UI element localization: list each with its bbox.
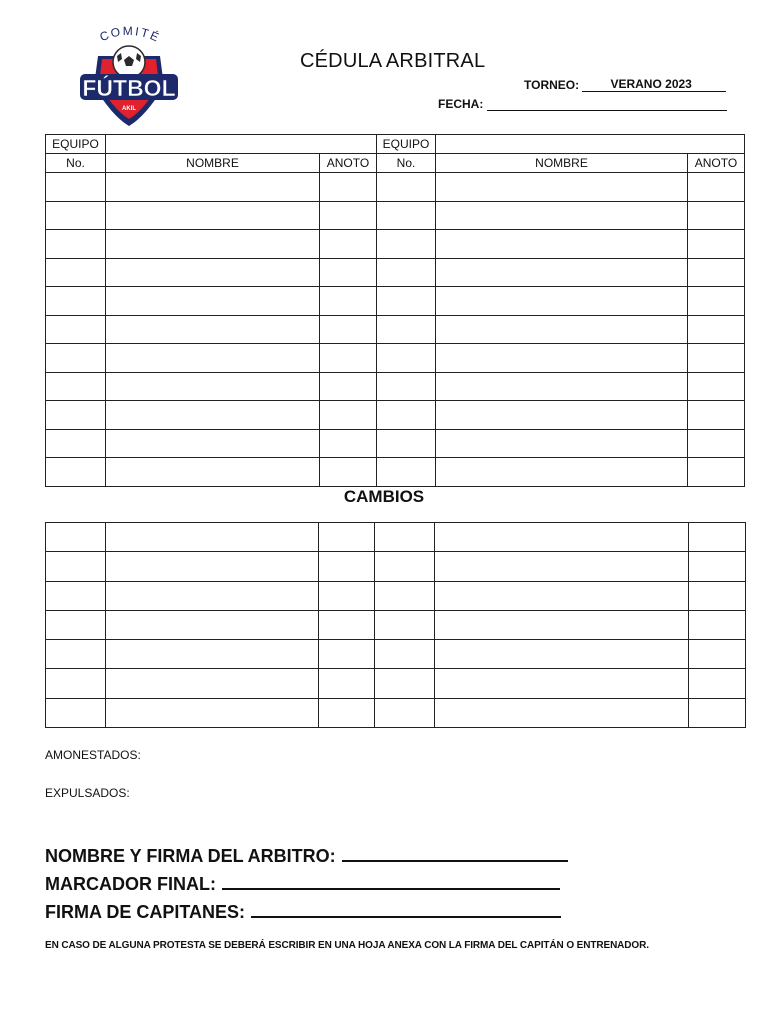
table-cell[interactable]	[106, 581, 319, 610]
table-cell[interactable]	[46, 287, 106, 316]
capitanes-label: FIRMA DE CAPITANES:	[45, 902, 245, 922]
table-cell[interactable]	[377, 372, 436, 401]
svg-text:COMITÉ: COMITÉ	[97, 26, 163, 46]
table-cell[interactable]	[375, 698, 435, 727]
table-row	[46, 669, 746, 698]
table-cell[interactable]	[435, 669, 689, 698]
table-cell[interactable]	[688, 372, 745, 401]
table-row	[46, 230, 745, 259]
torneo-label: TORNEO:	[524, 78, 580, 92]
roster-table	[45, 134, 745, 487]
marcador-field	[45, 870, 560, 895]
table-cell[interactable]	[46, 669, 106, 698]
table-row	[46, 429, 745, 458]
torneo-value: VERANO 2023	[610, 77, 692, 91]
table-cell[interactable]	[436, 230, 688, 259]
roster-body	[46, 173, 745, 487]
table-cell[interactable]	[377, 173, 436, 202]
table-cell[interactable]	[375, 581, 435, 610]
table-cell[interactable]	[375, 669, 435, 698]
table-cell[interactable]	[320, 344, 377, 373]
shield-ball-logo-icon	[76, 26, 182, 130]
table-cell[interactable]	[106, 640, 319, 669]
fecha-line[interactable]	[487, 97, 727, 111]
table-row	[46, 372, 745, 401]
table-cell[interactable]	[688, 287, 745, 316]
table-cell[interactable]	[46, 458, 106, 487]
table-cell[interactable]	[106, 201, 320, 230]
table-cell[interactable]	[46, 344, 106, 373]
table-cell[interactable]	[377, 429, 436, 458]
table-cell[interactable]	[689, 669, 746, 698]
table-row	[46, 344, 745, 373]
table-cell[interactable]	[106, 230, 320, 259]
table-cell[interactable]	[320, 372, 377, 401]
table-row	[46, 610, 746, 639]
table-row	[46, 698, 746, 727]
table-row	[46, 258, 745, 287]
table-cell[interactable]	[375, 552, 435, 581]
torneo-line[interactable]	[582, 78, 726, 92]
table-cell[interactable]	[319, 640, 375, 669]
table-row	[46, 287, 745, 316]
capitanes-line[interactable]	[251, 898, 561, 918]
cambios-body	[46, 523, 746, 728]
table-cell[interactable]	[688, 429, 745, 458]
col-nombre-a: NOMBRE	[106, 154, 320, 173]
table-cell[interactable]	[106, 458, 320, 487]
table-cell[interactable]	[46, 523, 106, 552]
table-cell[interactable]	[46, 258, 106, 287]
table-cell[interactable]	[46, 610, 106, 639]
table-cell[interactable]	[435, 581, 689, 610]
table-cell[interactable]	[319, 698, 375, 727]
table-cell[interactable]	[320, 258, 377, 287]
table-cell[interactable]	[106, 372, 320, 401]
team-a-label: EQUIPO	[46, 135, 106, 154]
table-cell[interactable]	[319, 581, 375, 610]
fecha-field	[438, 97, 727, 111]
table-cell[interactable]	[320, 230, 377, 259]
col-anoto-a: ANOTO	[320, 154, 377, 173]
table-cell[interactable]	[106, 429, 320, 458]
table-cell[interactable]	[436, 401, 688, 430]
table-cell[interactable]	[375, 523, 435, 552]
table-cell[interactable]	[436, 258, 688, 287]
table-cell[interactable]	[46, 552, 106, 581]
column-header-row	[46, 154, 745, 173]
table-cell[interactable]	[106, 287, 320, 316]
table-cell[interactable]	[688, 201, 745, 230]
table-cell[interactable]	[319, 669, 375, 698]
table-cell[interactable]	[106, 401, 320, 430]
cambios-title: CAMBIOS	[343, 487, 425, 506]
col-anoto-b: ANOTO	[688, 154, 745, 173]
table-cell[interactable]	[377, 344, 436, 373]
arbitro-line[interactable]	[342, 842, 568, 862]
table-cell[interactable]	[689, 552, 746, 581]
table-cell[interactable]	[106, 258, 320, 287]
table-cell[interactable]	[46, 581, 106, 610]
table-cell[interactable]	[435, 552, 689, 581]
table-cell[interactable]	[688, 458, 745, 487]
table-row	[46, 315, 745, 344]
table-cell[interactable]	[435, 610, 689, 639]
document-title: CÉDULA ARBITRAL	[300, 50, 486, 72]
table-row	[46, 401, 745, 430]
table-cell[interactable]	[46, 429, 106, 458]
table-cell[interactable]	[689, 581, 746, 610]
table-cell[interactable]	[320, 173, 377, 202]
table-cell[interactable]	[106, 173, 320, 202]
svg-text:AKIL: AKIL	[122, 106, 136, 112]
comite-futbol-logo	[76, 26, 182, 130]
table-cell[interactable]	[436, 344, 688, 373]
amonestados-label: AMONESTADOS:	[45, 748, 141, 762]
protest-footnote: EN CASO DE ALGUNA PROTESTA SE DEBERÁ ESCRIBIR EN UNA HOJA ANEXA CON LA FIRMA DEL CAPITÁN O ENTRENADOR.	[45, 940, 649, 951]
table-cell[interactable]	[319, 610, 375, 639]
table-cell[interactable]	[436, 173, 688, 202]
table-cell[interactable]	[106, 552, 319, 581]
table-cell[interactable]	[377, 315, 436, 344]
table-cell[interactable]	[436, 315, 688, 344]
table-cell[interactable]	[436, 429, 688, 458]
table-cell[interactable]	[319, 552, 375, 581]
table-cell[interactable]	[435, 640, 689, 669]
marcador-line[interactable]	[222, 870, 560, 890]
table-row	[46, 581, 746, 610]
table-cell[interactable]	[320, 429, 377, 458]
table-row	[46, 173, 745, 202]
table-cell[interactable]	[106, 698, 319, 727]
table-cell[interactable]	[689, 640, 746, 669]
capitanes-signature-field	[45, 898, 561, 923]
marcador-label: MARCADOR FINAL:	[45, 874, 216, 894]
table-cell[interactable]	[377, 230, 436, 259]
fecha-label: FECHA:	[438, 97, 484, 111]
table-cell[interactable]	[319, 523, 375, 552]
table-cell[interactable]	[689, 698, 746, 727]
table-cell[interactable]	[375, 640, 435, 669]
table-row	[46, 552, 746, 581]
table-cell[interactable]	[106, 344, 320, 373]
arbitro-signature-field	[45, 842, 568, 867]
table-cell[interactable]	[377, 401, 436, 430]
expulsados-label: EXPULSADOS:	[45, 786, 130, 800]
table-cell[interactable]	[46, 372, 106, 401]
table-cell[interactable]	[377, 458, 436, 487]
table-cell[interactable]	[46, 230, 106, 259]
table-cell[interactable]	[106, 523, 319, 552]
arbitro-label: NOMBRE Y FIRMA DEL ARBITRO:	[45, 846, 336, 866]
table-row	[46, 640, 746, 669]
table-cell[interactable]	[435, 698, 689, 727]
team-a-name-cell[interactable]	[106, 135, 377, 154]
table-cell[interactable]	[436, 287, 688, 316]
table-cell[interactable]	[436, 372, 688, 401]
table-cell[interactable]	[377, 201, 436, 230]
table-cell[interactable]	[689, 523, 746, 552]
col-nombre-b: NOMBRE	[436, 154, 688, 173]
table-cell[interactable]	[320, 315, 377, 344]
table-cell[interactable]	[320, 287, 377, 316]
table-cell[interactable]	[320, 201, 377, 230]
table-cell[interactable]	[436, 201, 688, 230]
table-cell[interactable]	[46, 698, 106, 727]
table-cell[interactable]	[46, 201, 106, 230]
table-cell[interactable]	[435, 523, 689, 552]
table-row	[46, 523, 746, 552]
table-cell[interactable]	[436, 458, 688, 487]
table-cell[interactable]	[688, 315, 745, 344]
table-cell[interactable]	[320, 458, 377, 487]
table-cell[interactable]	[688, 258, 745, 287]
torneo-field	[524, 78, 726, 92]
table-cell[interactable]	[375, 610, 435, 639]
table-cell[interactable]	[46, 401, 106, 430]
svg-text:FÚTBOL: FÚTBOL	[82, 75, 176, 101]
table-cell[interactable]	[106, 315, 320, 344]
table-cell[interactable]	[46, 640, 106, 669]
table-row	[46, 201, 745, 230]
table-cell[interactable]	[377, 258, 436, 287]
table-row	[46, 458, 745, 487]
team-b-label: EQUIPO	[377, 135, 436, 154]
table-cell[interactable]	[320, 401, 377, 430]
table-cell[interactable]	[689, 610, 746, 639]
table-cell[interactable]	[688, 401, 745, 430]
team-b-name-cell[interactable]	[436, 135, 745, 154]
table-cell[interactable]	[106, 610, 319, 639]
table-cell[interactable]	[688, 230, 745, 259]
table-cell[interactable]	[377, 287, 436, 316]
table-cell[interactable]	[46, 173, 106, 202]
table-cell[interactable]	[688, 344, 745, 373]
cambios-table	[45, 522, 746, 728]
col-no-b: No.	[377, 154, 436, 173]
col-no-a: No.	[46, 154, 106, 173]
table-cell[interactable]	[688, 173, 745, 202]
table-cell[interactable]	[46, 315, 106, 344]
team-row	[46, 135, 745, 154]
table-cell[interactable]	[106, 669, 319, 698]
